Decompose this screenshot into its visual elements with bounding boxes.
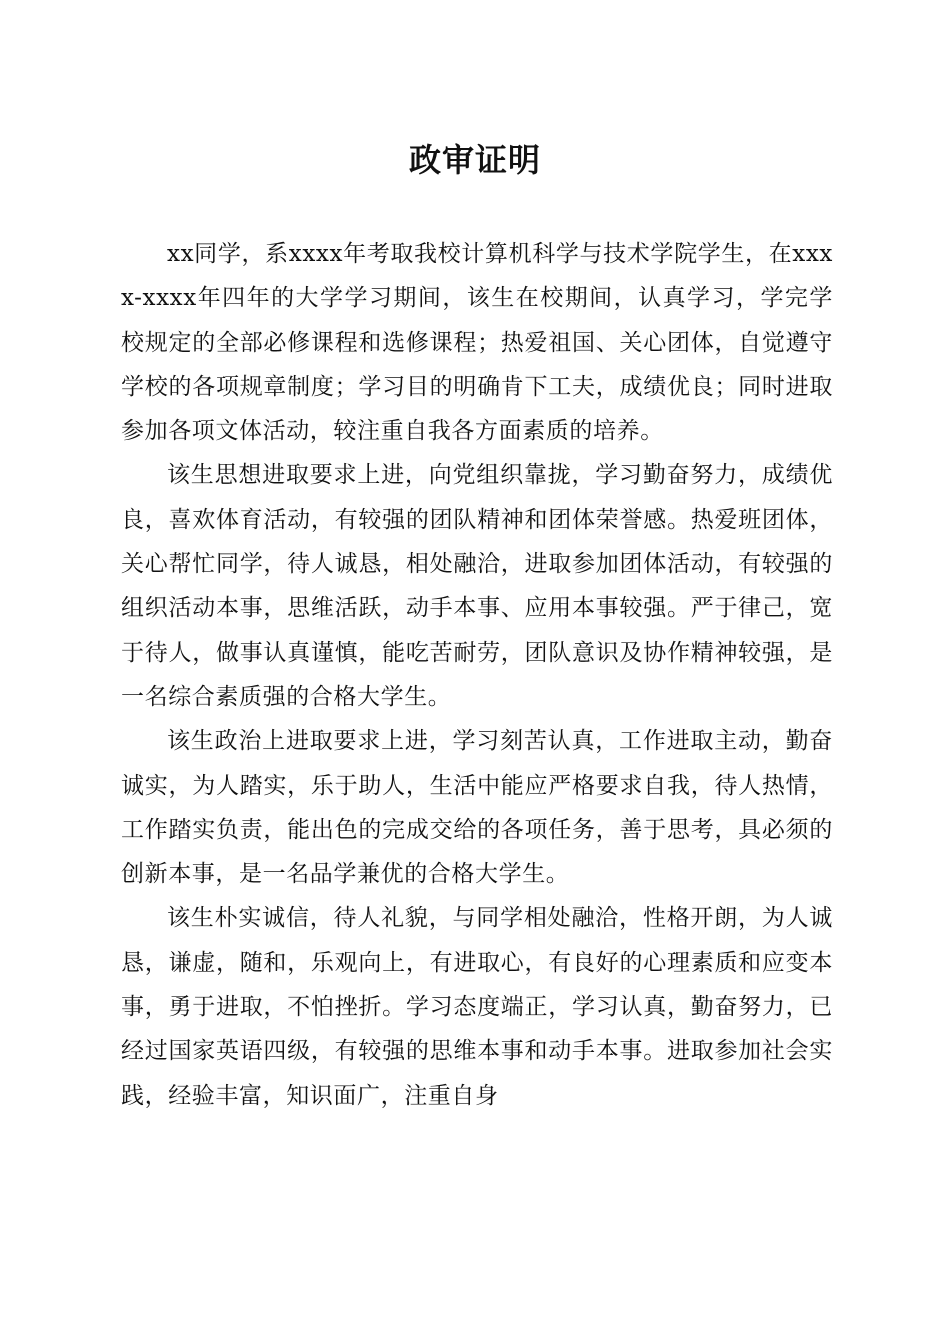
paragraph-2: 该生思想进取要求上进，向党组织靠拢，学习勤奋努力，成绩优良，喜欢体育活动，有较强的团队精神和团体荣誉感。热爱班团体，关心帮忙同学，待人诚恳，相处融洽，进取参加团体活动，有较强的组织活动本事，思维活跃，动手本事、应用本事较强。严于律己，宽于待人，做事认真谨慎，能吃苦耐劳，团队意识及协作精神较强，是一名综合素质强的合格大学生。 [121,462,833,710]
paragraph-1: xx同学，系xxxx年考取我校计算机科学与技术学院学生，在xxxx-xxxx年四年的大学学习期间，该生在校期间，认真学习，学完学校规定的全部必修课程和选修课程；热爱祖国、关心团体，自觉遵守学校的各项规章制度；学习目的明确肯下工夫，成绩优良；同时进取参加各项文体活动，较注重自我各方面素质的培养。 [121,241,833,445]
document-title: 政审证明 [408,141,541,179]
paragraph-3: 该生政治上进取要求上进，学习刻苦认真，工作进取主动，勤奋诚实，为人踏实，乐于助人，生活中能应严格要求自我，待人热情，工作踏实负责，能出色的完成交给的各项任务，善于思考，具必须的创新本事，是一名品学兼优的合格大学生。 [121,728,833,888]
paragraph-4: 该生朴实诚信，待人礼貌，与同学相处融洽，性格开朗，为人诚恳，谦虚，随和，乐观向上，有进取心，有良好的心理素质和应变本事，勇于进取，不怕挫折。学习态度端正，学习认真，勤奋努力，已经过国家英语四级，有较强的思维本事和动手本事。进取参加社会实践，经验丰富，知识面广，注重自身 [121,905,833,1109]
document-body [121,232,833,1118]
